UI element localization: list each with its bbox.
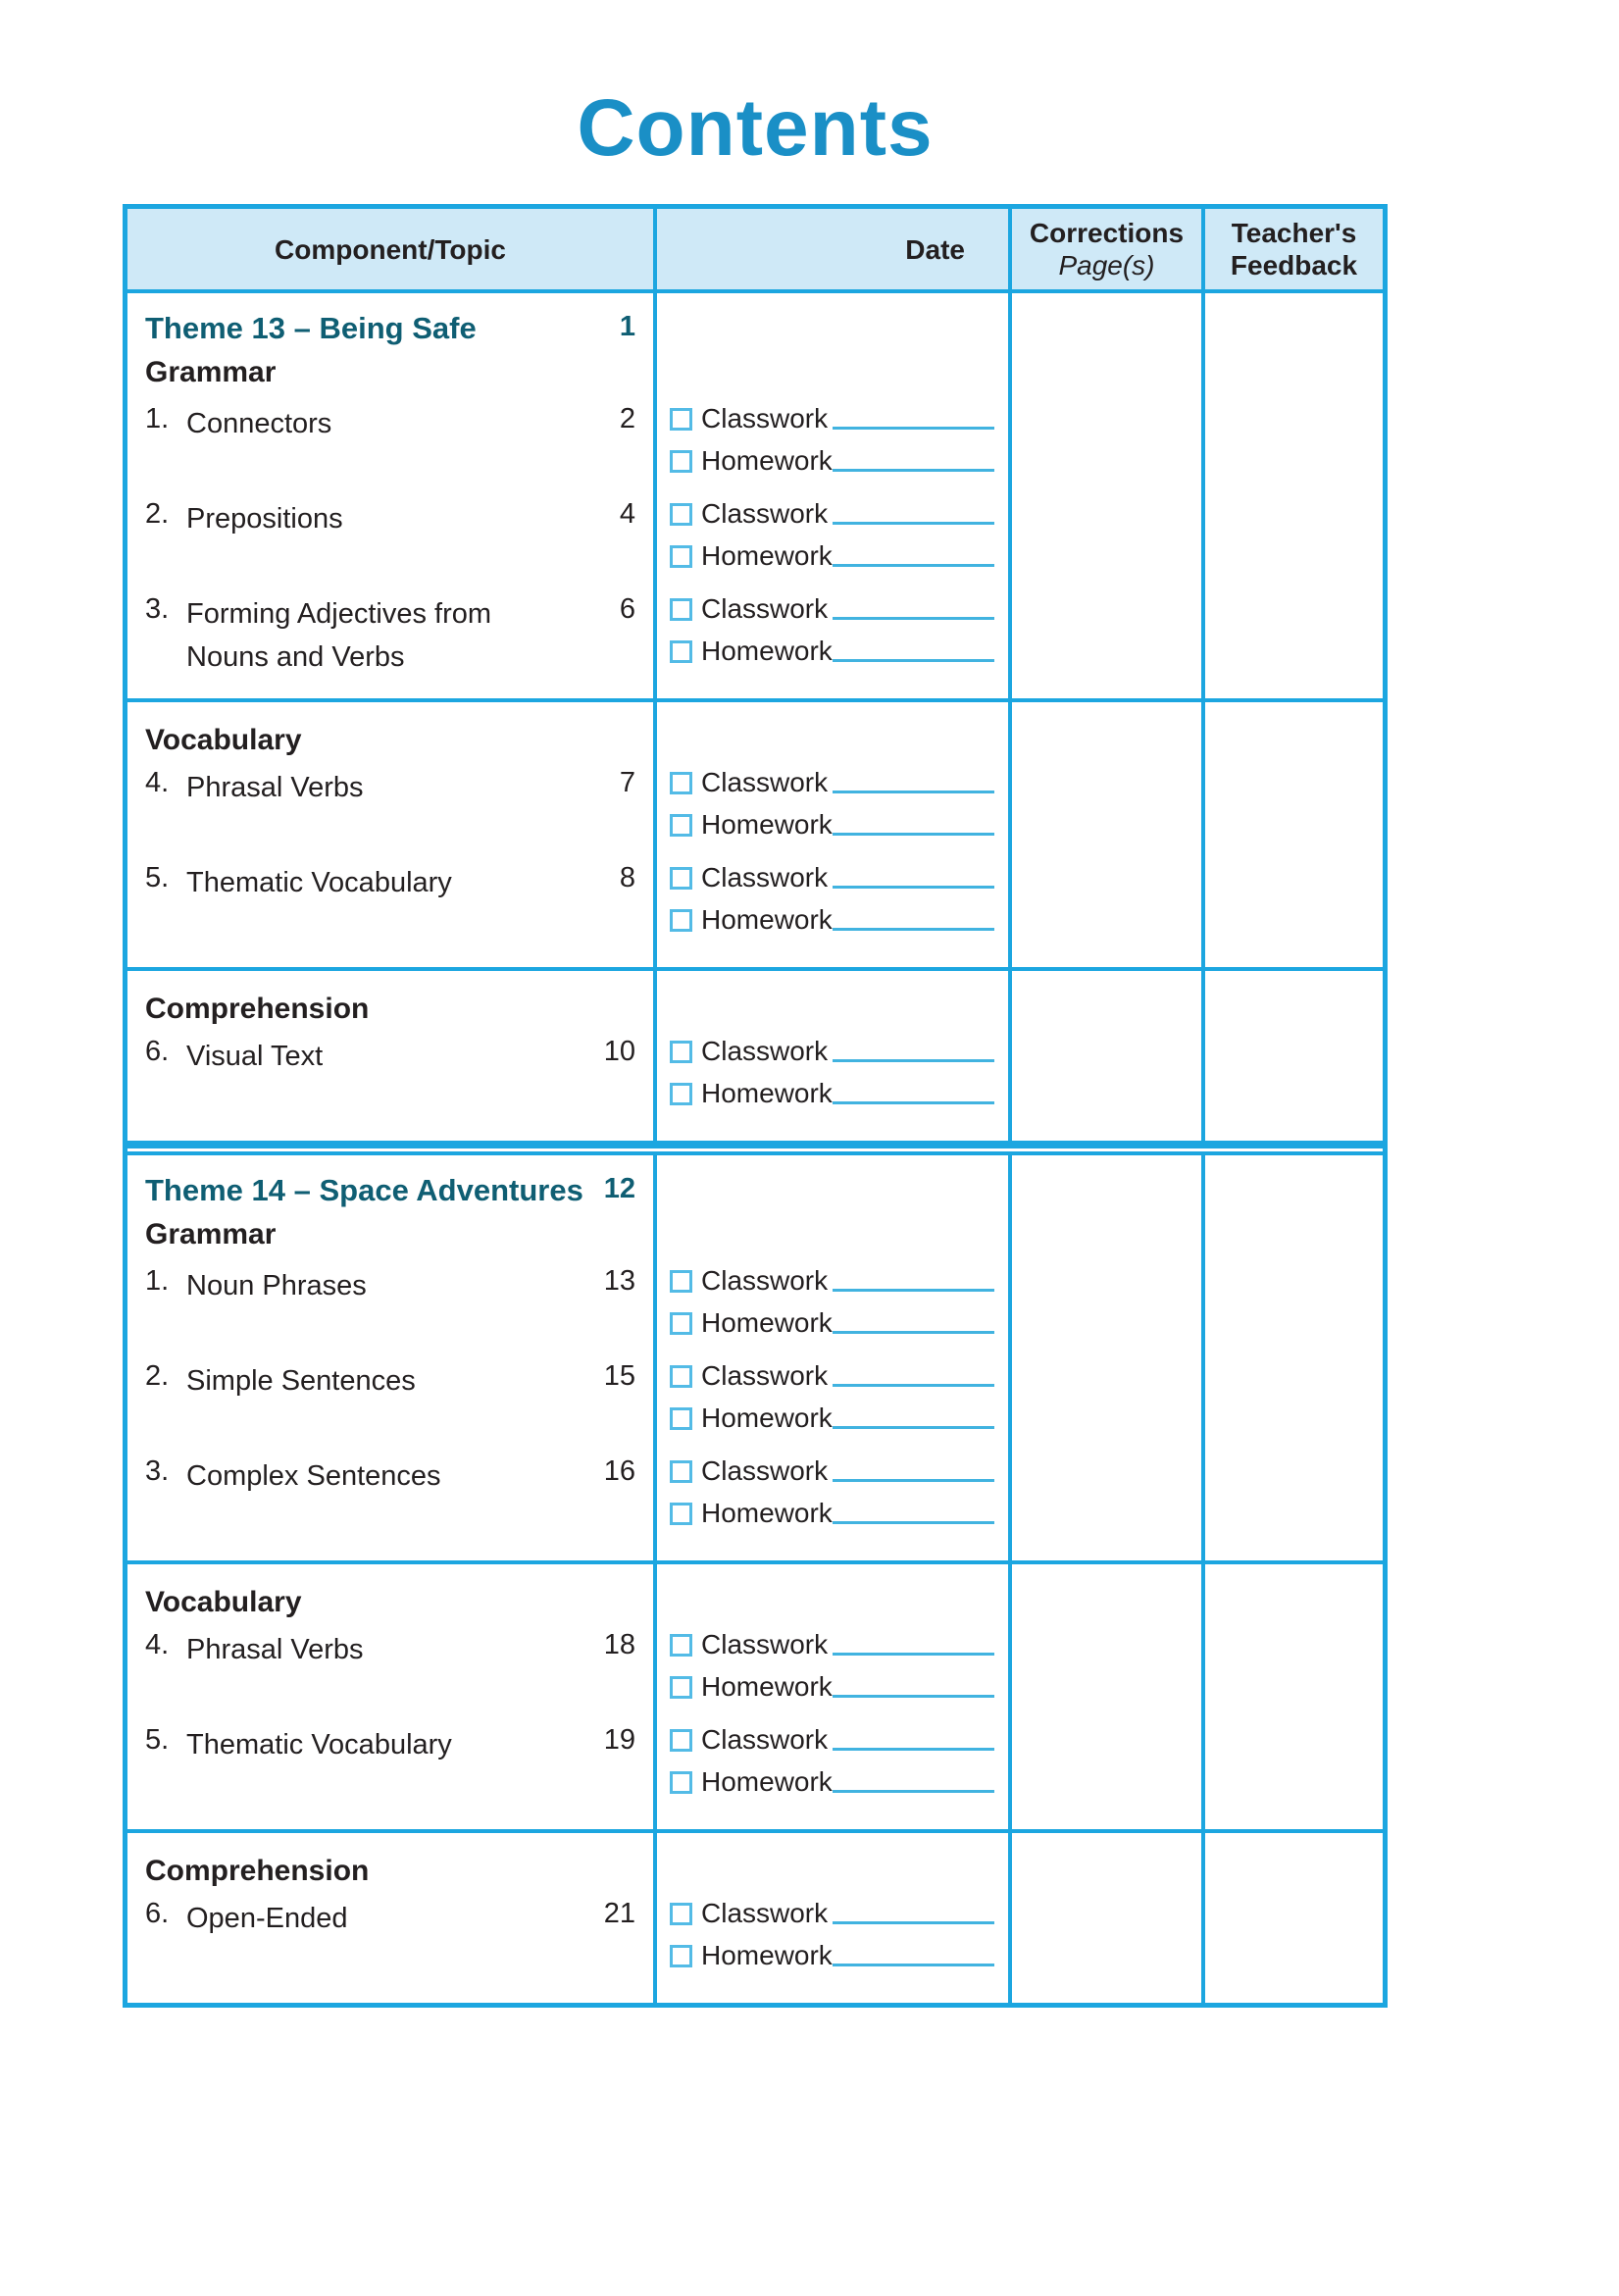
date-cell <box>653 1623 1008 1718</box>
date-cell <box>653 1259 1008 1354</box>
homework-row <box>670 542 1008 570</box>
homework-row <box>670 447 1008 475</box>
homework-date-line[interactable] <box>833 928 994 931</box>
date-checkbox-pair <box>670 1457 1008 1527</box>
item-number: 3. <box>145 1455 170 1488</box>
corrections-cell <box>1008 856 1201 967</box>
group-label: Comprehension <box>145 1855 370 1888</box>
topic-cell <box>127 1354 653 1450</box>
homework-row <box>670 1309 1008 1337</box>
classwork-date-line[interactable] <box>833 791 994 793</box>
homework-row <box>670 1673 1008 1701</box>
item-page-number: 6 <box>619 593 635 626</box>
date-checkbox-pair <box>670 864 1008 934</box>
homework-date-line[interactable] <box>833 1331 994 1334</box>
date-cell <box>653 971 1008 1030</box>
group-label-row <box>127 1212 1383 1259</box>
item-row <box>127 587 1383 698</box>
item-row <box>127 1259 1383 1354</box>
item-number: 2. <box>145 498 170 531</box>
classwork-label: Classwork <box>701 403 829 434</box>
classwork-label: Classwork <box>701 1360 829 1392</box>
homework-row <box>670 906 1008 934</box>
corrections-cell <box>1008 1259 1201 1354</box>
homework-checkbox[interactable] <box>670 545 692 568</box>
corrections-cell <box>1008 1623 1201 1718</box>
classwork-date-line[interactable] <box>833 1748 994 1751</box>
classwork-label: Classwork <box>701 1629 829 1660</box>
item-row <box>127 397 1383 492</box>
group-label: Vocabulary <box>145 724 302 757</box>
date-cell <box>653 1030 1008 1141</box>
topic-cell <box>127 1212 653 1259</box>
item-row <box>127 1892 1383 2003</box>
topic-cell <box>127 1030 653 1141</box>
item-label: Prepositions <box>186 503 343 536</box>
header-component-topic: Component/Topic <box>275 233 506 265</box>
table-header-row <box>127 209 1383 293</box>
homework-date-line[interactable] <box>833 1101 994 1104</box>
classwork-row <box>670 1726 1008 1754</box>
feedback-cell <box>1201 587 1383 698</box>
header-corrections <box>1008 209 1201 289</box>
group-label: Grammar <box>145 356 277 389</box>
topic-cell <box>127 492 653 587</box>
feedback-cell <box>1201 702 1383 761</box>
item-label: Thematic Vocabulary <box>186 1729 452 1761</box>
homework-date-line[interactable] <box>833 1521 994 1524</box>
classwork-checkbox[interactable] <box>670 1729 692 1752</box>
group-label-row <box>127 967 1383 1030</box>
theme-title: Theme 13 – Being Safe <box>145 311 477 346</box>
item-page-number: 21 <box>603 1898 635 1930</box>
item-number: 3. <box>145 593 170 626</box>
item-page-number: 15 <box>603 1360 635 1393</box>
item-label: Simple Sentences <box>186 1365 416 1398</box>
item-page-number: 19 <box>603 1724 635 1757</box>
homework-label: Homework <box>701 904 833 936</box>
date-cell <box>653 1155 1008 1212</box>
classwork-label: Classwork <box>701 862 829 893</box>
item-number: 1. <box>145 403 170 435</box>
homework-date-line[interactable] <box>833 1964 994 1966</box>
classwork-row <box>670 1631 1008 1658</box>
homework-date-line[interactable] <box>833 833 994 836</box>
date-checkbox-pair <box>670 595 1008 665</box>
corrections-cell <box>1008 1718 1201 1829</box>
header-feedback-line2: Feedback <box>1230 250 1358 281</box>
item-number: 4. <box>145 1629 170 1661</box>
item-page-number: 4 <box>619 498 635 531</box>
homework-checkbox[interactable] <box>670 1312 692 1335</box>
classwork-date-line[interactable] <box>833 1921 994 1924</box>
group-label-row <box>127 698 1383 761</box>
classwork-row <box>670 1267 1008 1295</box>
item-label: Phrasal Verbs <box>186 1634 364 1666</box>
item-label: Forming Adjectives from Nouns and Verbs <box>186 598 492 673</box>
classwork-date-line[interactable] <box>833 1059 994 1062</box>
topic-cell <box>127 702 653 761</box>
classwork-date-line[interactable] <box>833 1289 994 1292</box>
classwork-date-line[interactable] <box>833 1653 994 1656</box>
date-checkbox-pair <box>670 1726 1008 1796</box>
classwork-checkbox[interactable] <box>670 1460 692 1483</box>
date-cell <box>653 702 1008 761</box>
theme-page-number: 12 <box>603 1173 635 1205</box>
item-row <box>127 856 1383 967</box>
feedback-cell <box>1201 1564 1383 1623</box>
homework-date-line[interactable] <box>833 659 994 662</box>
corrections-cell <box>1008 293 1201 350</box>
date-checkbox-pair <box>670 405 1008 475</box>
classwork-date-line[interactable] <box>833 617 994 620</box>
item-number: 5. <box>145 1724 170 1757</box>
classwork-label: Classwork <box>701 767 829 798</box>
item-row <box>127 1354 1383 1450</box>
homework-row <box>670 1768 1008 1796</box>
classwork-label: Classwork <box>701 1455 829 1487</box>
classwork-checkbox[interactable] <box>670 598 692 621</box>
homework-checkbox[interactable] <box>670 909 692 932</box>
item-row <box>127 1718 1383 1829</box>
topic-cell <box>127 1450 653 1560</box>
item-row <box>127 761 1383 856</box>
theme-title-row <box>127 1155 1383 1212</box>
item-number: 2. <box>145 1360 170 1393</box>
topic-cell <box>127 761 653 856</box>
item-row <box>127 492 1383 587</box>
homework-label: Homework <box>701 1078 833 1109</box>
feedback-cell <box>1201 1718 1383 1829</box>
date-checkbox-pair <box>670 1900 1008 1969</box>
corrections-cell <box>1008 587 1201 698</box>
feedback-cell <box>1201 1354 1383 1450</box>
feedback-cell <box>1201 1155 1383 1212</box>
item-page-number: 18 <box>603 1629 635 1661</box>
corrections-cell <box>1008 1030 1201 1141</box>
homework-label: Homework <box>701 1671 833 1703</box>
item-number: 1. <box>145 1265 170 1298</box>
classwork-label: Classwork <box>701 1898 829 1929</box>
homework-row <box>670 1942 1008 1969</box>
item-page-number: 16 <box>603 1455 635 1488</box>
item-page-number: 13 <box>603 1265 635 1298</box>
theme-separator <box>127 1141 1383 1155</box>
homework-label: Homework <box>701 1403 833 1434</box>
corrections-cell <box>1008 492 1201 587</box>
group-label-row <box>127 1560 1383 1623</box>
homework-label: Homework <box>701 1307 833 1339</box>
date-checkbox-pair <box>670 1631 1008 1701</box>
item-label: Thematic Vocabulary <box>186 867 452 899</box>
date-checkbox-pair <box>670 500 1008 570</box>
classwork-row <box>670 1362 1008 1390</box>
topic-cell <box>127 397 653 492</box>
homework-row <box>670 1080 1008 1107</box>
homework-row <box>670 1500 1008 1527</box>
classwork-checkbox[interactable] <box>670 1270 692 1293</box>
feedback-cell <box>1201 350 1383 397</box>
header-date: Date <box>653 209 1008 289</box>
header-feedback-line1: Teacher's <box>1231 218 1357 248</box>
homework-label: Homework <box>701 445 833 477</box>
feedback-cell <box>1201 1212 1383 1259</box>
header-teacher-feedback <box>1201 209 1383 289</box>
topic-cell <box>127 1564 653 1623</box>
corrections-cell <box>1008 1892 1201 2003</box>
homework-checkbox[interactable] <box>670 1771 692 1794</box>
corrections-cell <box>1008 702 1201 761</box>
classwork-row <box>670 1457 1008 1485</box>
classwork-row <box>670 595 1008 623</box>
homework-date-line[interactable] <box>833 564 994 567</box>
date-cell <box>653 1892 1008 2003</box>
homework-date-line[interactable] <box>833 1790 994 1793</box>
date-cell <box>653 1718 1008 1829</box>
item-page-number: 7 <box>619 767 635 799</box>
homework-label: Homework <box>701 636 833 667</box>
group-label-row <box>127 1829 1383 1892</box>
corrections-cell <box>1008 1212 1201 1259</box>
topic-cell <box>127 1155 653 1212</box>
date-cell <box>653 587 1008 698</box>
item-number: 5. <box>145 862 170 894</box>
item-label: Noun Phrases <box>186 1270 367 1302</box>
item-number: 6. <box>145 1898 170 1930</box>
group-label: Grammar <box>145 1218 277 1251</box>
date-cell <box>653 856 1008 967</box>
theme-page-number: 1 <box>619 311 635 343</box>
date-checkbox-pair <box>670 1362 1008 1432</box>
topic-cell <box>127 1718 653 1829</box>
feedback-cell <box>1201 1030 1383 1141</box>
item-label: Open-Ended <box>186 1903 348 1935</box>
classwork-date-line[interactable] <box>833 1384 994 1387</box>
classwork-checkbox[interactable] <box>670 503 692 526</box>
date-cell <box>653 350 1008 397</box>
classwork-row <box>670 500 1008 528</box>
feedback-cell <box>1201 971 1383 1030</box>
classwork-row <box>670 864 1008 892</box>
classwork-checkbox[interactable] <box>670 408 692 431</box>
page-title: Contents <box>577 83 934 173</box>
item-page-number: 2 <box>619 403 635 435</box>
feedback-cell <box>1201 492 1383 587</box>
corrections-cell <box>1008 1450 1201 1560</box>
date-checkbox-pair <box>670 769 1008 839</box>
date-cell <box>653 1212 1008 1259</box>
classwork-row <box>670 405 1008 433</box>
homework-label: Homework <box>701 1766 833 1798</box>
feedback-cell <box>1201 397 1383 492</box>
homework-date-line[interactable] <box>833 1695 994 1698</box>
item-label: Phrasal Verbs <box>186 772 364 804</box>
date-checkbox-pair <box>670 1267 1008 1337</box>
item-label: Connectors <box>186 408 332 440</box>
group-label: Vocabulary <box>145 1586 302 1619</box>
homework-checkbox[interactable] <box>670 1676 692 1699</box>
homework-label: Homework <box>701 1940 833 1971</box>
feedback-cell <box>1201 856 1383 967</box>
header-corrections-line2: Page(s) <box>1058 250 1155 281</box>
corrections-cell <box>1008 971 1201 1030</box>
topic-cell <box>127 1259 653 1354</box>
corrections-cell <box>1008 1833 1201 1892</box>
classwork-label: Classwork <box>701 1724 829 1756</box>
corrections-cell <box>1008 397 1201 492</box>
topic-cell <box>127 1623 653 1718</box>
classwork-checkbox[interactable] <box>670 772 692 794</box>
classwork-date-line[interactable] <box>833 1479 994 1482</box>
classwork-date-line[interactable] <box>833 522 994 525</box>
classwork-checkbox[interactable] <box>670 1903 692 1925</box>
homework-date-line[interactable] <box>833 1426 994 1429</box>
item-label: Complex Sentences <box>186 1460 441 1493</box>
toc-table <box>123 204 1388 2008</box>
topic-cell <box>127 1892 653 2003</box>
date-cell <box>653 761 1008 856</box>
date-checkbox-pair <box>670 1038 1008 1107</box>
group-label: Comprehension <box>145 993 370 1026</box>
homework-checkbox[interactable] <box>670 1407 692 1430</box>
homework-checkbox[interactable] <box>670 1503 692 1525</box>
date-cell <box>653 397 1008 492</box>
homework-row <box>670 638 1008 665</box>
homework-checkbox[interactable] <box>670 640 692 663</box>
classwork-checkbox[interactable] <box>670 1634 692 1657</box>
homework-label: Homework <box>701 540 833 572</box>
item-page-number: 10 <box>603 1036 635 1068</box>
corrections-cell <box>1008 1155 1201 1212</box>
classwork-label: Classwork <box>701 1265 829 1297</box>
topic-cell <box>127 1833 653 1892</box>
topic-cell <box>127 856 653 967</box>
homework-label: Homework <box>701 1498 833 1529</box>
homework-row <box>670 1404 1008 1432</box>
item-number: 4. <box>145 767 170 799</box>
date-cell <box>653 1564 1008 1623</box>
classwork-label: Classwork <box>701 498 829 530</box>
date-cell <box>653 1833 1008 1892</box>
classwork-row <box>670 1038 1008 1065</box>
classwork-checkbox[interactable] <box>670 1041 692 1063</box>
classwork-row <box>670 769 1008 796</box>
corrections-cell <box>1008 1564 1201 1623</box>
feedback-cell <box>1201 1623 1383 1718</box>
feedback-cell <box>1201 1833 1383 1892</box>
date-cell <box>653 492 1008 587</box>
date-cell <box>653 1354 1008 1450</box>
classwork-label: Classwork <box>701 593 829 625</box>
corrections-cell <box>1008 350 1201 397</box>
homework-checkbox[interactable] <box>670 450 692 473</box>
theme-title-row <box>127 293 1383 350</box>
corrections-cell <box>1008 1354 1201 1450</box>
classwork-checkbox[interactable] <box>670 1365 692 1388</box>
item-row <box>127 1623 1383 1718</box>
header-corrections-line1: Corrections <box>1029 218 1185 248</box>
homework-row <box>670 811 1008 839</box>
feedback-cell <box>1201 293 1383 350</box>
item-page-number: 8 <box>619 862 635 894</box>
item-number: 6. <box>145 1036 170 1068</box>
date-cell <box>653 293 1008 350</box>
theme-title: Theme 14 – Space Adventures <box>145 1173 583 1208</box>
date-cell <box>653 1450 1008 1560</box>
toc-body <box>127 293 1383 2003</box>
content-area <box>123 0 1388 2008</box>
homework-checkbox[interactable] <box>670 1945 692 1967</box>
group-label-row <box>127 350 1383 397</box>
homework-date-line[interactable] <box>833 469 994 472</box>
topic-cell <box>127 971 653 1030</box>
homework-checkbox[interactable] <box>670 814 692 837</box>
classwork-label: Classwork <box>701 1036 829 1067</box>
topic-cell <box>127 587 653 698</box>
feedback-cell <box>1201 1450 1383 1560</box>
classwork-date-line[interactable] <box>833 886 994 889</box>
topic-cell <box>127 293 653 350</box>
feedback-cell <box>1201 1259 1383 1354</box>
feedback-cell <box>1201 1892 1383 2003</box>
classwork-checkbox[interactable] <box>670 867 692 890</box>
classwork-row <box>670 1900 1008 1927</box>
topic-cell <box>127 350 653 397</box>
corrections-cell <box>1008 761 1201 856</box>
item-row <box>127 1030 1383 1141</box>
item-label: Visual Text <box>186 1041 324 1073</box>
homework-label: Homework <box>701 809 833 841</box>
classwork-date-line[interactable] <box>833 427 994 430</box>
homework-checkbox[interactable] <box>670 1083 692 1105</box>
feedback-cell <box>1201 761 1383 856</box>
item-row <box>127 1450 1383 1560</box>
